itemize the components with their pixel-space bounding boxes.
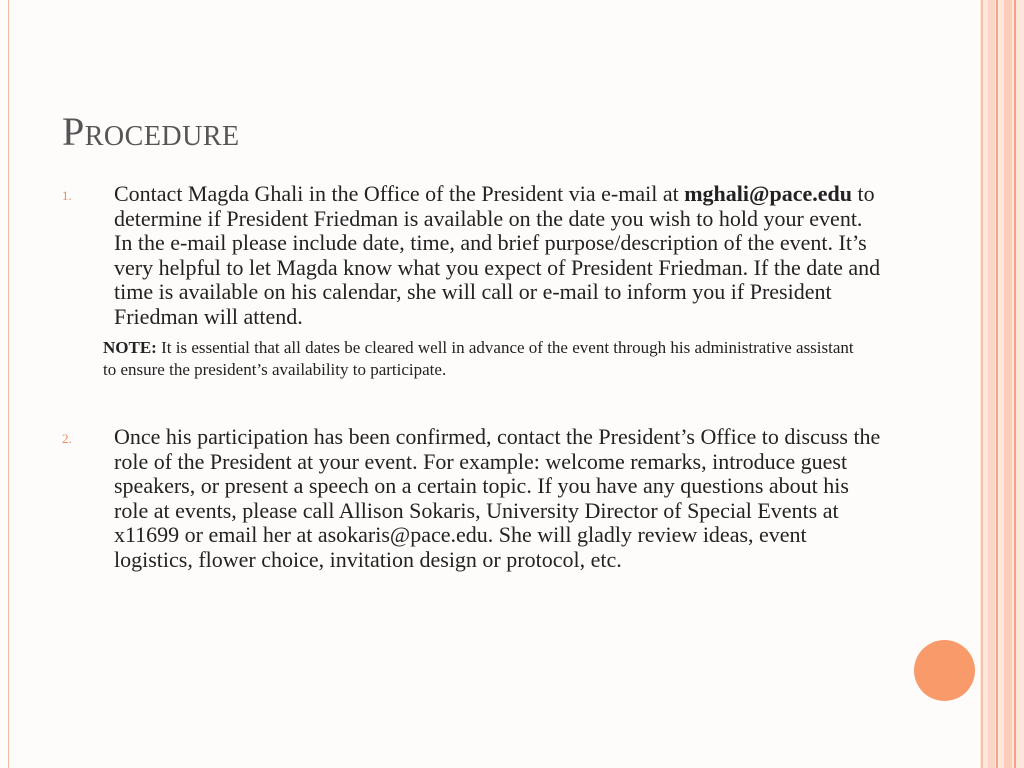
note-text: It is essential that all dates be cleared well in advance of the event through his administrative assistant to ensure the president’s availability to participate. [103,338,854,379]
item-text-end: to determine if President Friedman is available on the date you wish to hold your event. In the e-mail please include date, time, and brief purpose/description of the event. It’s very helpful to let Magda know what you expect of President Friedman. If the date and time is available on his calendar, she will call or e-mail to inform you if President Friedman will attend. [114,181,881,329]
list-item [62,182,882,329]
right-border-band [980,0,1024,768]
right-border-stripe [996,0,998,768]
right-border-stripe [1004,0,1012,768]
list-number: 1. [62,188,72,203]
note-paragraph [103,337,863,381]
right-border-stripe [981,0,983,768]
procedure-list [62,182,882,572]
list-item-text: Once his participation has been confirmed, contact the President’s Office to discuss the role of the President at your event. For example: welcome remarks, introduce guest speakers, or present a speech on a certain topic. If you have any questions about his role at events, please call Allison Sokaris, University Director of Special Events at x11699 or email her at asokaris@pace.edu. She will gladly review ideas, event logistics, flower choice, invitation design or protocol, etc. [114,424,881,572]
item-text-start: Contact Magda Ghali in the Office of the President via e-mail at [114,181,685,206]
list-item [62,425,882,572]
list-item-text [114,182,882,329]
left-border-line [8,0,9,768]
email-address: mghali@pace.edu [684,181,852,206]
list-number: 2. [62,431,72,446]
right-border-stripe [988,0,995,768]
right-border-stripe [1014,0,1016,768]
slide-title: Procedure [62,109,240,154]
decorative-circle [914,640,975,701]
note-label: NOTE: [103,338,157,357]
